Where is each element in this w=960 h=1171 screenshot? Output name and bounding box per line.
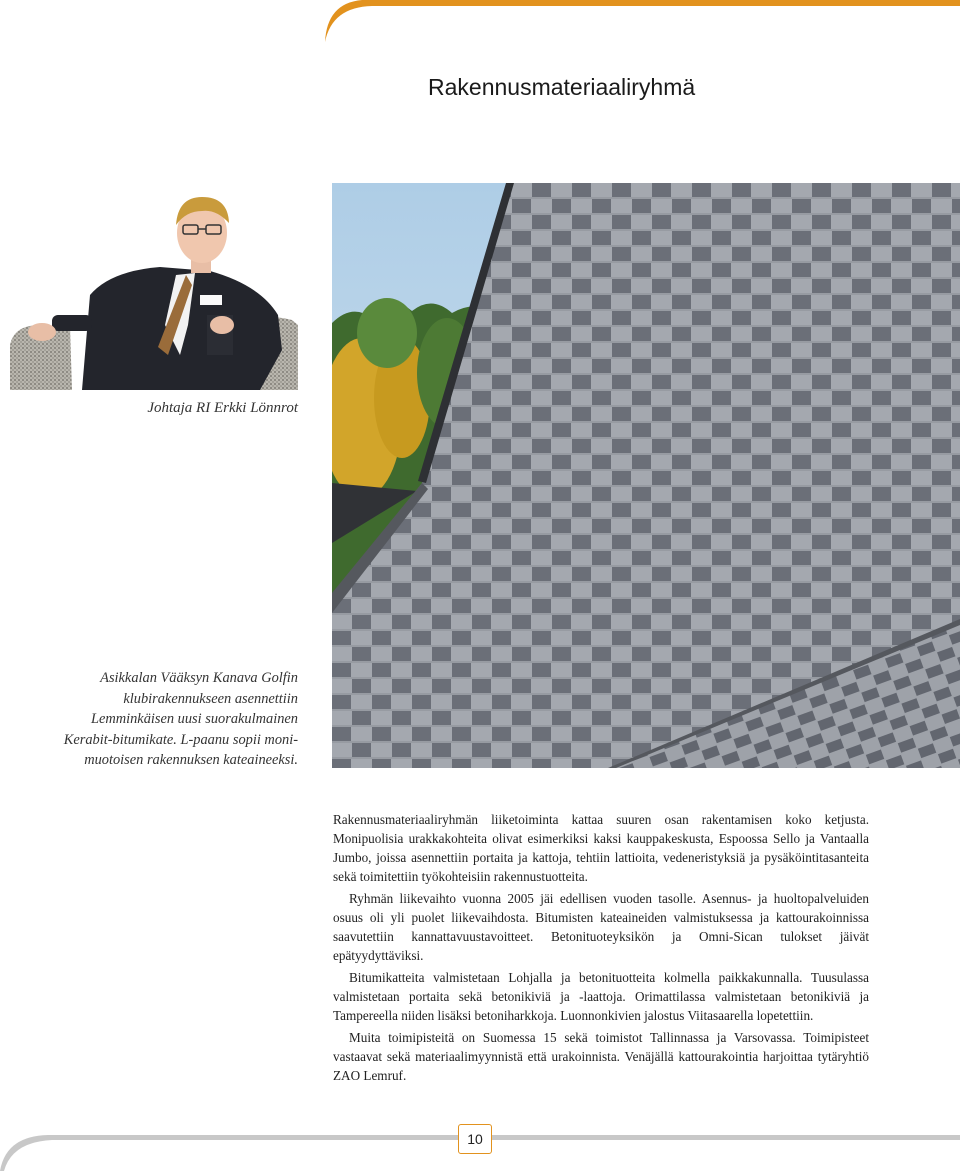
photo-caption-line: klubirakennukseen asennettiin (123, 690, 298, 707)
body-text (333, 810, 869, 1088)
page-number: 10 (458, 1124, 492, 1154)
body-paragraph: Muita toimipisteitä on Suomessa 15 sekä toimistot Tallinnassa ja Varsovassa. Toimipisteet vastaavat sekä materiaalimyynnistä että urakoinnista. Venäjällä kattourakointia harjoittaa tytäryhtiö ZAO Lemruf. (333, 1030, 869, 1083)
photo-caption-line: Lemminkäisen uusi suorakulmainen (90, 711, 298, 727)
page-title: Rakennusmateriaaliryhmä (428, 74, 696, 100)
photo-caption-line: Asikkalan Vääksyn Kanava Golfin (100, 670, 298, 686)
body-paragraph: Bitumikatteita valmistetaan Lohjalla ja betonituotteita kolmella paikkakunnalla. Tuusulassa valmistetaan portaita sekä betonikiviä ja -laattoja. Orimattilassa valmistetaan betonikiviä ja Tampereella niiden lisäksi betoniharkkoja. Luonnonkivien jalostus Viitasaarella lopetettiin. (333, 970, 869, 1023)
body-paragraph: Rakennusmateriaaliryhmän liiketoiminta kattaa suuren osan rakentamisen koko ketjusta. Monipuolisia urakkakohteita olivat esimerkiksi kaksi kauppakeskusta, Espoossa Sello ja Vantaalla Jumbo, joissa asennettiin portaita ja kattoja, tehtiin lattioita, vedeneristyksiä ja pysäköintitasanteita sekä toimitettiin työkohteisiin rakennustuotteita. (333, 812, 869, 884)
person-portrait-photo (10, 175, 298, 390)
roof-shingles-photo (332, 183, 960, 768)
top-swoosh-decoration (0, 0, 960, 60)
body-paragraph: Ryhmän liikevaihto vuonna 2005 jäi edellisen vuoden tasolle. Asennus- ja huoltopalveluiden osuus oli yli puolet liikevaihdosta. Bitumisten kateaineiden valmistuksessa ja kattourakoinnissa saavutettiin kannattavuustavoitteet. Betonituoteyksikön ja Omni-Sican tulokset jäivät epätyydyttäviksi. (333, 891, 869, 963)
photo-caption-line: muotoisen rakennuksen kateaineeksi. (84, 752, 298, 768)
portrait-caption: Johtaja RI Erkki Lönnrot (147, 400, 298, 416)
photo-caption-line: Kerabit-bitumikate. L-paanu sopii moni- (63, 731, 298, 748)
photo-caption (30, 668, 298, 771)
